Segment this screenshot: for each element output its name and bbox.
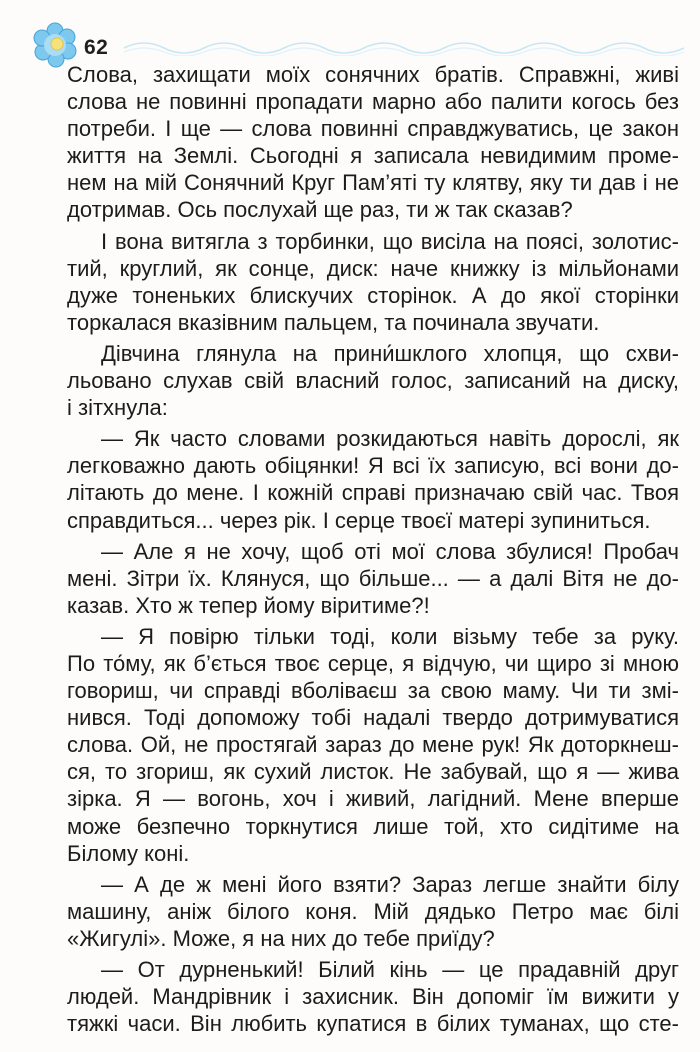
- paragraph-5: [67, 538, 679, 619]
- text-line: тий, круглий, як сонце, диск: наче книжку із мільйонами: [67, 255, 679, 281]
- page-number: 62: [84, 36, 109, 59]
- text-line: Слова, захищати моїх сонячних братів. Справжні, живі: [67, 62, 679, 87]
- decorative-wave-line: [124, 26, 684, 56]
- text-line: може безпечно торкнутися лише той, хто сидітиме на: [67, 813, 679, 839]
- text-line: — Але я не хочу, щоб оті мої слова збулися! Пробач: [101, 538, 679, 564]
- paragraph-4: [67, 425, 679, 533]
- paragraph-6: [67, 623, 679, 867]
- text-line: машину, аніж білого коня. Мій дядько Петро має білі: [67, 898, 679, 924]
- text-line: — От дурненький! Білий кінь — це прадавній друг: [101, 957, 679, 982]
- text-line: дуже тоненьких блискучих сторінок. А до якої сторінки: [67, 282, 679, 308]
- text-line: Білому коні.: [67, 840, 190, 866]
- paragraph-2: [67, 228, 679, 336]
- text-line: нився. Тоді допоможу тобі надалі твердо дотримуватися: [67, 705, 679, 731]
- text-line: людей. Мандрівник і захисник. Він допоміг їм вижити у: [67, 984, 679, 1010]
- paragraph-1: [67, 61, 679, 224]
- text-line: тяжкі часи. Він любить купатися в білих туманах, що сте-: [67, 1011, 679, 1037]
- text-line: — А де ж мені його взяти? Зараз легше знайти білу: [101, 871, 679, 897]
- text-line: справдиться... через рік. І серце твоєї матері зупиниться.: [67, 507, 651, 533]
- text-line: життя на Землі. Сьогодні я записала невидимим проме-: [67, 143, 679, 169]
- text-line: легковажно дають обіцянки! Я всі їх записую, всі вони до-: [67, 453, 679, 479]
- text-line: літають до мене. І кожній справі призначаю свій час. Твоя: [67, 480, 679, 506]
- text-line: зірка. Я — вогонь, хоч і живий, лагідний. Мене вперше: [67, 786, 679, 812]
- paragraph-7: [67, 871, 679, 952]
- text-line: казав. Хто ж тепер йому віритиме?!: [67, 592, 430, 618]
- text-line: нем на мій Сонячний Круг Пам’яті ту клятву, яку ти дав і не: [67, 170, 679, 196]
- text-line: — Я повірю тільки тоді, коли візьму тебе за руку.: [101, 623, 679, 649]
- text-line: і зітхнула:: [67, 395, 168, 421]
- text-line: По то́му, як б’ється твоє серце, я відчую, чи щиро зі мною: [67, 650, 679, 676]
- text-line: слова. Ой, не простягай зараз до мене рук! Як доторкнеш-: [67, 732, 679, 758]
- text-line: потреби. І ще — слова повинні справджуватись, це закон: [67, 116, 679, 142]
- text-line: Дівчина глянула на прини́шклого хлопця, що схви-: [101, 340, 679, 366]
- text-line: «Жигулі». Може, я на них до тебе приїду?: [67, 925, 495, 951]
- page-header: [32, 22, 682, 66]
- paragraph-3: [67, 340, 679, 421]
- text-line: торкалася вказівним пальцем, та починала звучати.: [67, 309, 600, 335]
- text-line: льовано слухав свій власний голос, записаний на диску,: [67, 368, 679, 394]
- text-line: говориш, чи справді вболіваєш за свою маму. Чи ти змі-: [67, 678, 679, 704]
- text-line: дотримав. Ось послухай ще раз, ти ж так сказав?: [67, 197, 573, 223]
- text-line: мені. Зітри їх. Клянуся, що більше... — а далі Вітя не до-: [67, 565, 679, 591]
- paragraph-8: [67, 956, 679, 1037]
- text-line: — Як часто словами розкидаються навіть дорослі, як: [101, 426, 679, 452]
- text-line: І вона витягла з торбинки, що висіла на поясі, золотис-: [101, 228, 679, 254]
- text-line: ся, то згориш, як сухий листок. Не забувай, що я — жива: [67, 759, 679, 785]
- text-line: слова не повинні пропадати марно або палити когось без: [67, 89, 679, 115]
- story-text: [67, 61, 679, 1041]
